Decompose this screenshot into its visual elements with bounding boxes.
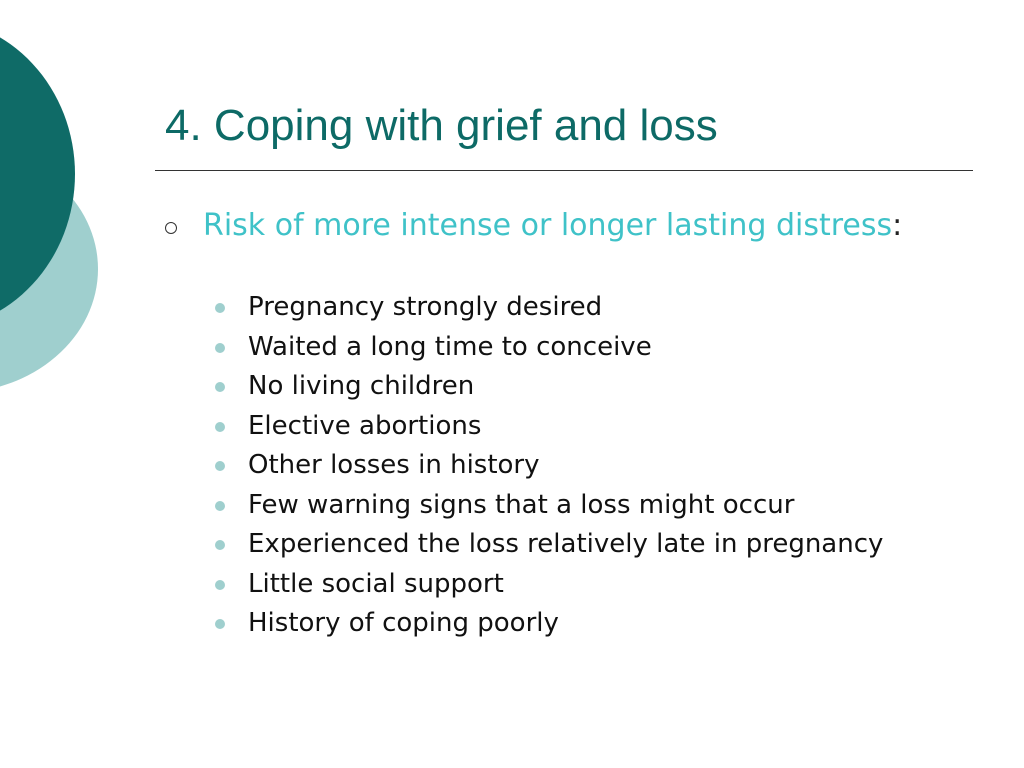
sub-point-text: Few warning signs that a loss might occur	[248, 489, 795, 520]
sub-point-text: Other losses in history	[248, 450, 540, 480]
sub-point-text: Elective abortions	[248, 410, 482, 441]
sub-point	[215, 332, 975, 364]
sub-point-list	[215, 292, 975, 648]
sub-point-text: No living children	[248, 371, 475, 401]
main-point-highlight: Risk of more intense or longer lasting distress	[203, 208, 893, 243]
dot-bullet-icon	[215, 343, 225, 353]
sub-point-text: Experienced the loss relatively late in pregnancy	[248, 529, 884, 559]
sub-point	[215, 608, 975, 640]
main-point	[165, 208, 925, 244]
sub-point	[215, 292, 975, 324]
sub-point	[215, 411, 975, 443]
sub-point	[215, 371, 975, 403]
sub-point	[215, 529, 975, 561]
sub-point	[215, 450, 975, 482]
dot-bullet-icon	[215, 382, 225, 392]
dot-bullet-icon	[215, 303, 225, 313]
sub-point-text: Pregnancy strongly desired	[248, 292, 603, 322]
slide-title: 4. Coping with grief and loss	[165, 101, 718, 150]
sub-point	[215, 490, 975, 522]
main-point-suffix: :	[892, 208, 903, 243]
dot-bullet-icon	[215, 422, 225, 432]
main-point-text	[203, 208, 925, 244]
dot-bullet-icon	[215, 461, 225, 471]
hollow-circle-bullet-icon	[165, 222, 177, 234]
sub-point-text: History of coping poorly	[248, 608, 559, 638]
dot-bullet-icon	[215, 580, 225, 590]
dot-bullet-icon	[215, 540, 225, 550]
sub-point-text: Little social support	[248, 568, 504, 599]
dot-bullet-icon	[215, 501, 225, 511]
sub-point	[215, 569, 975, 601]
dot-bullet-icon	[215, 619, 225, 629]
title-divider	[155, 170, 973, 171]
sub-point-text: Waited a long time to conceive	[248, 331, 652, 362]
